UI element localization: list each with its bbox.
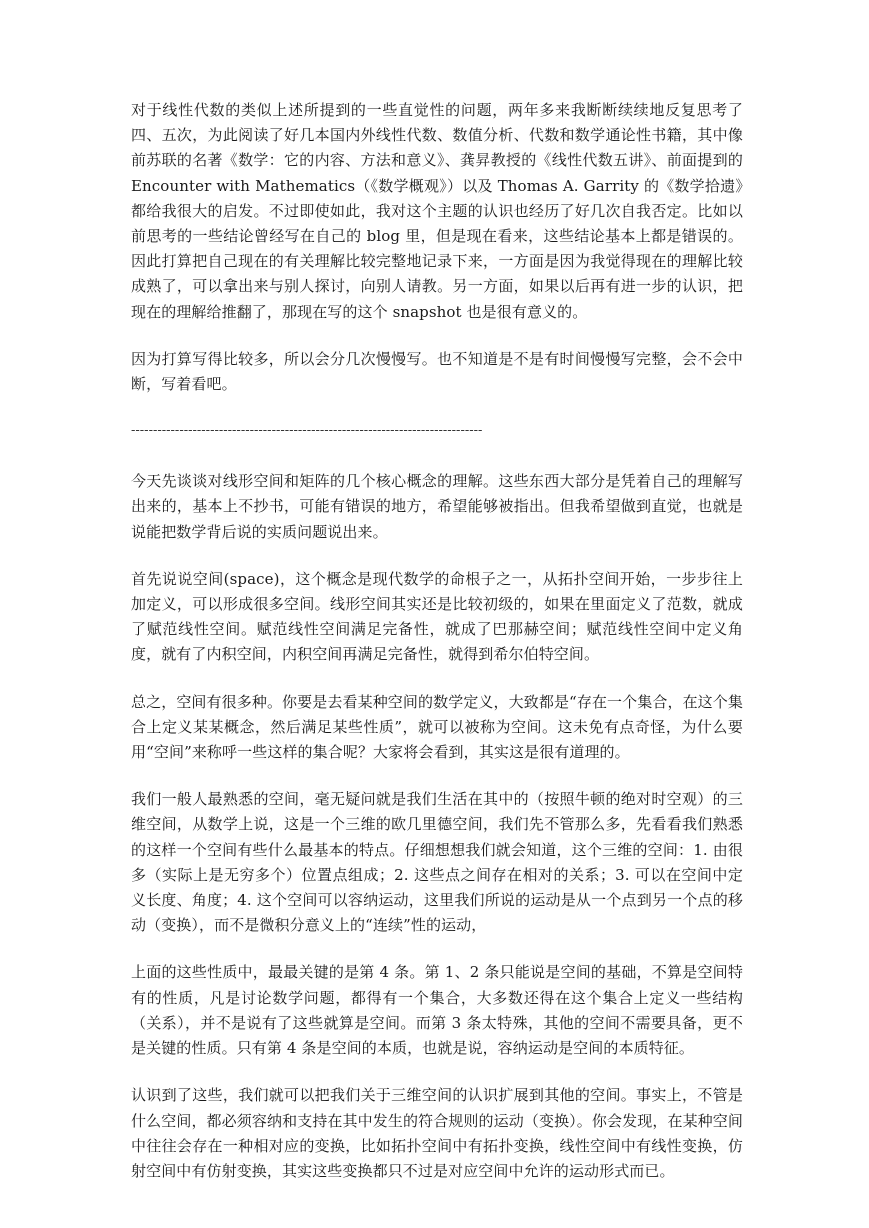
paragraph-space: 首先说说空间(space)，这个概念是现代数学的命根子之一，从拓扑空间开始，一步步往上加定义，可以形成很多空间。线形空间其实还是比较初级的，如果在里面定义了范数，就成了赋范线性空间。赋范线性空间满足完备性，就成了巴那赫空间；赋范线性空间中定义角度，就有了内积空间，内积空间再满足完备性，就得到希尔伯特空间。 [131, 569, 743, 664]
document-body [131, 98, 743, 1206]
separator-line: -------------------------------------------------------------------------------- [131, 423, 483, 439]
paragraph-key-property: 上面的这些性质中，最最关键的是第 4 条。第 1、2 条只能说是空间的基础，不算是空间特有的性质，凡是讨论数学问题，都得有一个集合，大多数还得在这个集合上定义一些结构（关系），并不是说有了这些就算是空间。而第 3 条太特殊，其他的空间不需要具备，更不是关键的性质。只有第 4 条是空间的本质，也就是说，容纳运动是空间的本质特征。 [131, 963, 743, 1058]
paragraph-intro: 对于线性代数的类似上述所提到的一些直觉性的问题，两年多来我断断续续地反复思考了四、五次，为此阅读了好几本国内外线性代数、数值分析、代数和数学通论性书籍，其中像前苏联的名著《数学：它的内容、方法和意义》、龚昇教授的《线性代数五讲》、前面提到的 Encounter with Mathematics（《数学概观》）以及 Thomas A. Garrity 的《数学拾遗》都给我很大的启发。不过即使如此，我对这个主题的认识也经历了好几次自我否定。比如以前思考的一些结论曾经写在自己的 blog 里，但是现在看来，这些结论基本上都是错误的。因此打算把自己现在的有关理解比较完整地记录下来，一方面是因为我觉得现在的理解比较成熟了，可以拿出来与别人探讨，向别人请教。另一方面，如果以后再有进一步的认识，把现在的理解给推翻了，那现在写的这个 snapshot 也是很有意义的。 [131, 101, 743, 321]
paragraph-topic: 今天先谈谈对线形空间和矩阵的几个核心概念的理解。这些东西大部分是凭着自己的理解写出来的，基本上不抄书，可能有错误的地方，希望能够被指出。但我希望做到直觉，也就是说能把数学背后说的实质问题说出来。 [131, 472, 743, 541]
paragraph-many-spaces: 总之，空间有很多种。你要是去看某种空间的数学定义，大致都是“存在一个集合，在这个集合上定义某某概念，然后满足某些性质”，就可以被称为空间。这未免有点奇怪，为什么要用“空间”来称呼一些这样的集合呢？大家将会看到，其实这是很有道理的。 [131, 692, 743, 762]
paragraph-3d-space: 我们一般人最熟悉的空间，毫无疑问就是我们生活在其中的（按照牛顿的绝对时空观）的三维空间，从数学上说，这是一个三维的欧几里德空间，我们先不管那么多，先看看我们熟悉的这样一个空间有些什么最基本的特点。仔细想想我们就会知道，这个三维的空间：1. 由很多（实际上是无穷多个）位置点组成；2. 这些点之间存在相对的关系；3. 可以在空间中定义长度、角度；4. 这个空间可以容纳运动，这里我们所说的运动是从一个点到另一个点的移动（变换），而不是微积分意义上的“连续”性的运动， [131, 790, 743, 935]
paragraph-extension: 认识到了这些，我们就可以把我们关于三维空间的认识扩展到其他的空间。事实上，不管是什么空间，都必须容纳和支持在其中发生的符合规则的运动（变换）。你会发现，在某种空间中往往会存在一种相对应的变换，比如拓扑空间中有拓扑变换，线性空间中有线性变换，仿射空间中有仿射变换，其实这些变换都只不过是对应空间中允许的运动形式而已。 [131, 1086, 743, 1180]
paragraph-plan: 因为打算写得比较多，所以会分几次慢慢写。也不知道是不是有时间慢慢写完整，会不会中断，写着看吧。 [131, 349, 743, 394]
